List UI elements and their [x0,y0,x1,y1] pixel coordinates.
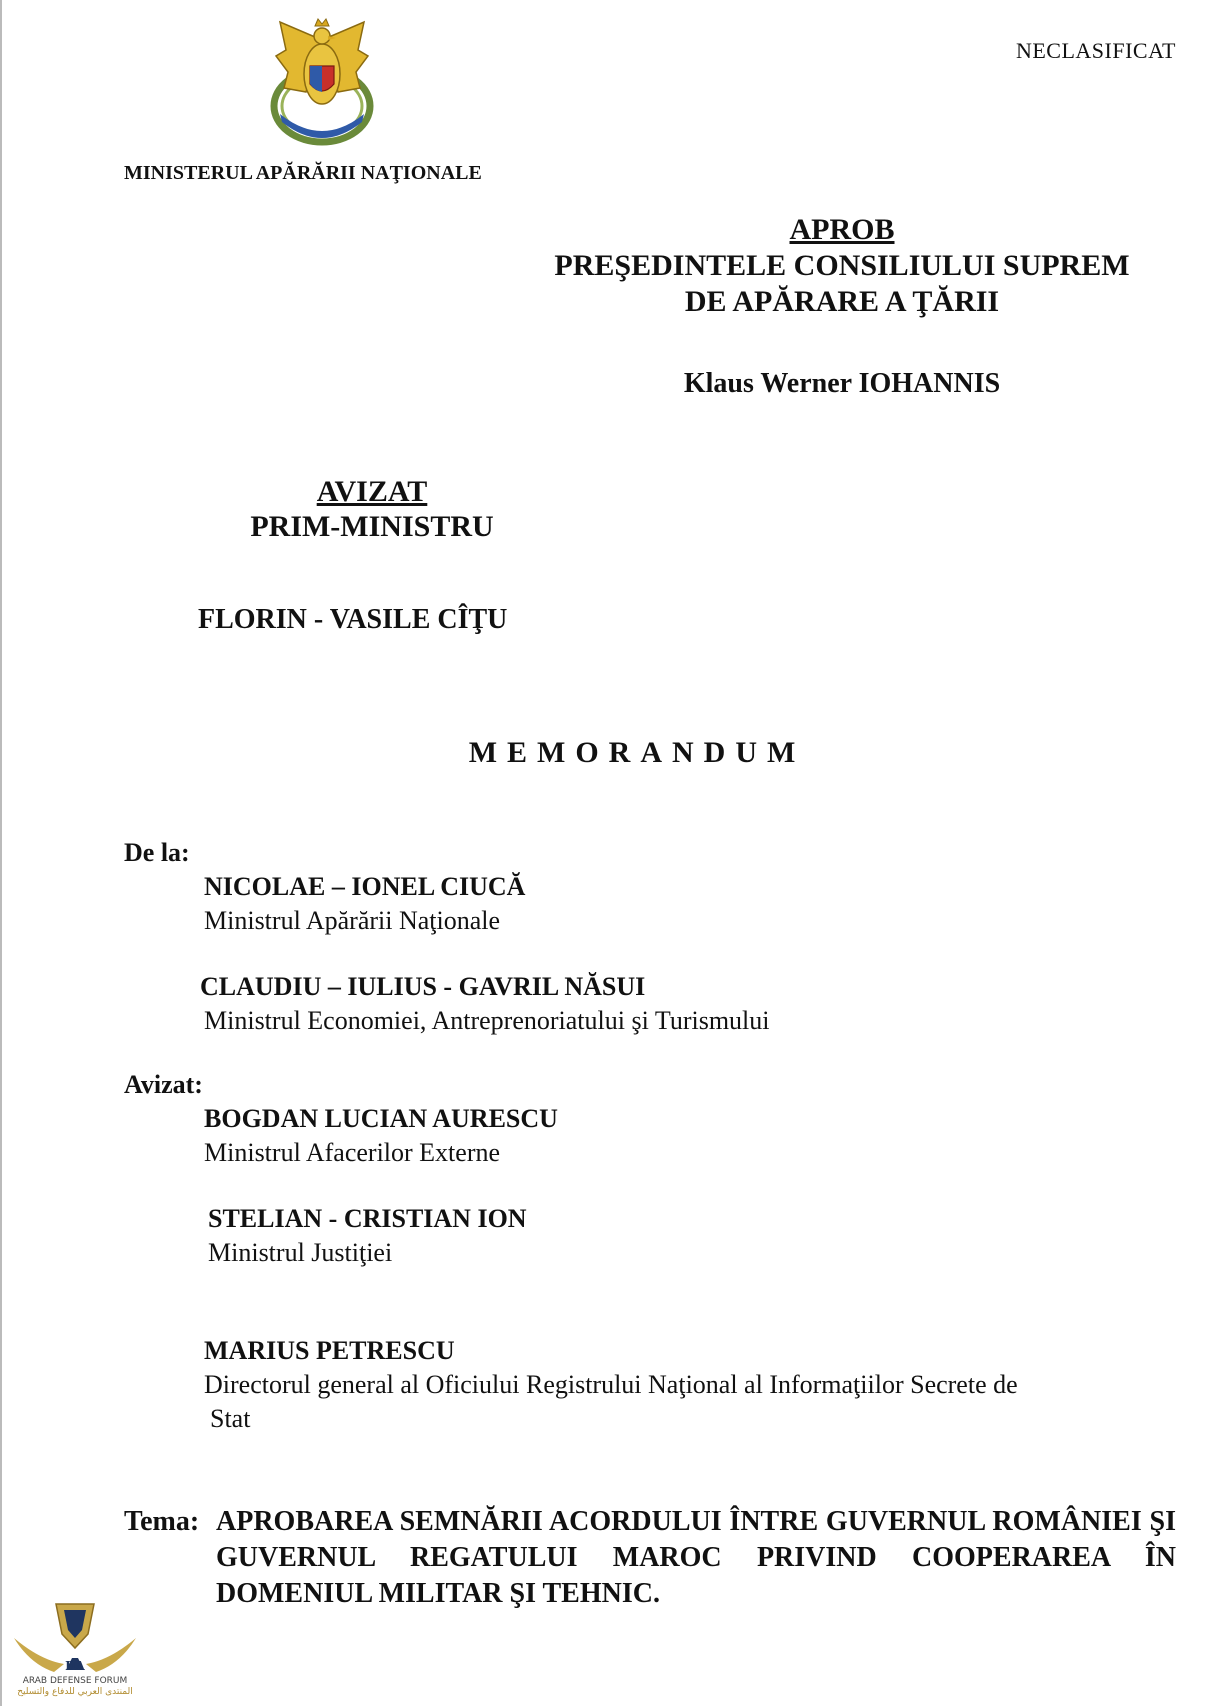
topic-label: Tema: [124,1506,200,1537]
endorsed-person-name: STELIAN - CRISTIAN ION [208,1204,527,1233]
svg-text:DA: DA [65,1659,85,1673]
endorsed-person-role-cont: Stat [210,1404,251,1433]
endorsed-person-name: BOGDAN LUCIAN AURESCU [204,1104,558,1133]
endorsed-person-name: MARIUS PETRESCU [204,1336,455,1365]
ministry-name: MINISTERUL APĂRĂRII NAŢIONALE [124,162,482,184]
endorsed-person-role: Directorul general al Oficiului Registrului Naţional al Informaţiilor Secrete de [204,1370,1018,1399]
watermark-name: ARAB DEFENSE FORUM [22,1676,128,1686]
watermark-name-ar: المنتدى العربي للدفاع والتسليح [17,1687,133,1697]
endorsement-name: FLORIN - VASILE CÎŢU [198,604,508,635]
topic-block [124,1504,1176,1612]
approval-label: APROB [789,213,895,246]
watermark-text [10,1676,140,1698]
approval-name: Klaus Werner IOHANNIS [683,368,1001,399]
endorsed-label: Avizat: [124,1070,203,1099]
approval-title-line2: DE APĂRARE A ŢĂRII [684,285,1000,318]
classification-label: NECLASIFICAT [1015,38,1176,63]
memo-title: MEMORANDUM [468,736,806,769]
eagle-crest-icon [266,10,378,150]
from-person-role: Ministrul Apărării Naţionale [204,906,501,935]
endorsed-person-role: Ministrul Afacerilor Externe [204,1138,501,1167]
topic-text: APROBAREA SEMNĂRII ACORDULUI ÎNTRE GUVERNUL ROMÂNIEI ŞI GUVERNUL REGATULUI MAROC PRIVIND COOPERAREA ÎN DOMENIUL MILITAR ŞI TEHNIC. [216,1506,1176,1609]
approval-title-line1: PREŞEDINTELE CONSILIULUI SUPREM [554,249,1130,282]
endorsement-title: PRIM-MINISTRU [250,510,494,543]
from-label: De la: [124,838,190,867]
from-person-name: CLAUDIU – IULIUS - GAVRIL NĂSUI [200,972,646,1001]
from-person-name: NICOLAE – IONEL CIUCĂ [204,872,526,901]
endorsement-block [232,474,512,544]
endorsement-label: AVIZAT [316,475,428,508]
approval-block [522,212,1162,320]
from-person-role: Ministrul Economiei, Antreprenoriatului şi Turismului [204,1006,770,1035]
endorsed-person-role: Ministrul Justiţiei [208,1238,393,1267]
